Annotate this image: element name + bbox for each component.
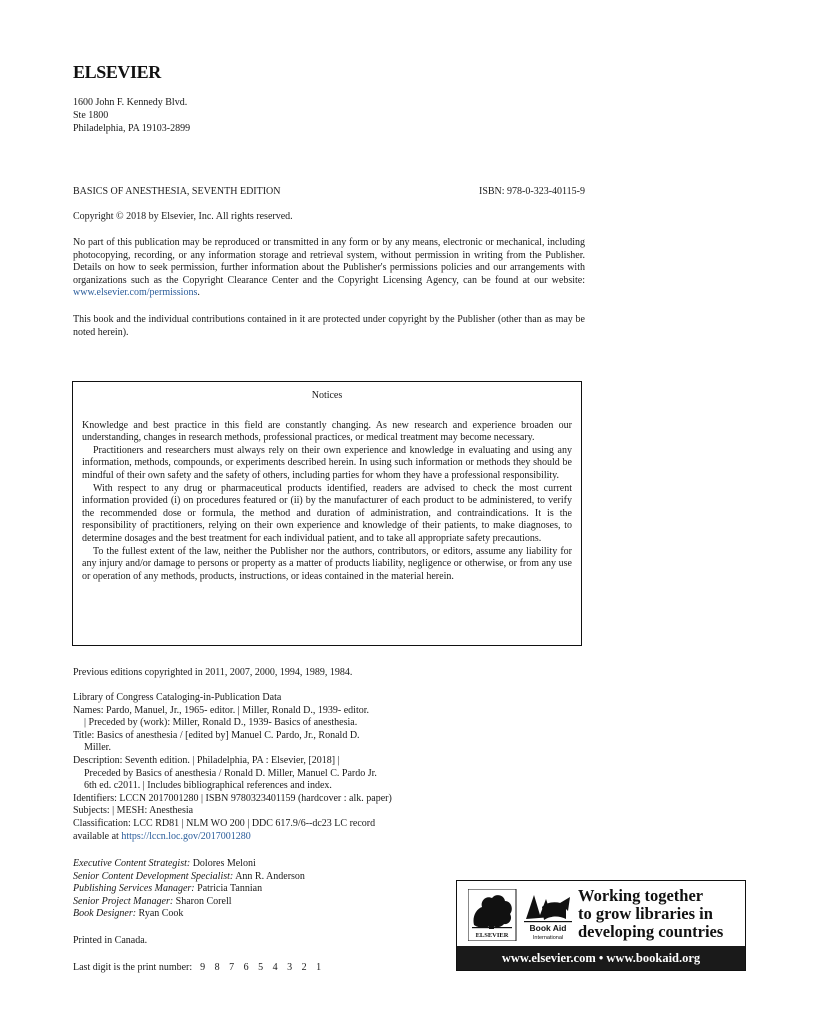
credit-role: Book Designer: [73,908,137,920]
bookaid-tagline [578,887,743,941]
publisher-address [73,96,373,135]
address-line: Ste 1800 [73,110,109,121]
credit-name: Ryan Cook [136,908,184,920]
bookaid-tagline-line: developing countries [578,922,724,941]
notice-paragraph: With respect to any drug or pharmaceutical products identified, readers are advised to check the most current information provided (i) on procedures featured or (ii) by the manufacturer of each product to be administered, to verify the recommended dose or formula, the method and duration of administration, and contraindications. It is the responsibility of practitioners, relying on their own experience and knowledge of their patients, to make diagnoses, to determine dosages and the best treatment for each individual patient, and to take all appropriate safety precautions. [82,482,572,544]
credit-name: Ann R. Anderson [233,870,305,882]
print-number-line [73,962,321,975]
cip-line: Preceded by Basics of anesthesia / Ronald D. Miller, Manuel C. Pardo Jr. [84,767,377,779]
credit-line [73,883,493,896]
credit-role: Executive Content Strategist: [73,858,191,869]
print-number-label: Last digit is the print number: [73,962,193,973]
copyright-line: Copyright © 2018 by Elsevier, Inc. All rights reserved. [73,211,293,222]
previous-editions: Previous editions copyrighted in 2011, 2007, 2000, 1994, 1989, 1984. [73,667,353,678]
cip-line: Title: Basics of anesthesia / [edited by] Manuel C. Pardo, Jr., Ronald D. [73,729,360,741]
credit-line [73,908,493,921]
credit-name: Sharon Corell [173,895,232,907]
bookaid-urls[interactable]: www.elsevier.com • www.bookaid.org [457,946,745,970]
cip-line: Names: Pardo, Manuel, Jr., 1965- editor. | Miller, Ronald D., 1939- editor. [73,704,370,716]
cip-heading: Library of Congress Cataloging-in-Publication Data [73,692,282,703]
bookaid-banner [456,880,746,971]
bookaid-logo-subtext: International [532,935,564,941]
notice-paragraph: To the fullest extent of the law, neither the Publisher nor the authors, contributors, or editors, assume any liability for any injury and/or damage to persons or property as a matter of products liability, negligence or otherwise, or from any use or operation of any methods, products, instructions, or ideas contained in the material herein. [82,545,572,582]
printed-in: Printed in Canada. [73,935,148,946]
notice-paragraph: Knowledge and best practice in this field are constantly changing. As new research and experience broaden our understanding, changes in research methods, professional practices, or medical treatment may become necessary. [82,419,572,444]
permissions-end: . [197,287,200,299]
elsevier-logo: ELSEVIER [73,62,161,82]
permissions-paragraph [73,237,585,300]
address-line: 1600 John F. Kennedy Blvd. [73,97,188,108]
cip-line [73,831,493,844]
cip-data [73,692,493,843]
credit-role: Publishing Services Manager: [73,883,195,895]
permissions-link[interactable]: www.elsevier.com/permissions [73,287,198,299]
notices-box [72,381,582,646]
address-line: Philadelphia, PA 19103-2899 [73,123,191,134]
bookaid-tagline-line: Working together [578,886,704,905]
cip-line: Miller. [84,742,111,754]
cip-line: Description: Seventh edition. | Philadelphia, PA : Elsevier, [2018] | [73,754,340,766]
bookaid-logo-text: Book Aid [529,923,567,933]
cip-line: Classification: LCC RD81 | NLM WO 200 | DDC 617.9/6--dc23 LC record [73,817,376,829]
cip-available-prefix: available at [73,830,122,842]
cip-line: 6th ed. c2011. | Includes bibliographical references and index. [84,780,332,792]
title-isbn-line [73,186,585,199]
credits-list [73,858,493,921]
print-number-digits: 9 8 7 6 5 4 3 2 1 [200,962,322,973]
isbn: ISBN: 978-0-323-40115-9 [478,186,585,197]
lccn-link[interactable]: https://lccn.loc.gov/2017001280 [121,830,251,842]
credit-line [73,858,493,871]
credit-role: Senior Content Development Specialist: [73,870,234,882]
credit-name: Dolores Meloni [190,858,256,869]
cip-line: | Preceded by (work): Miller, Ronald D., 1939- Basics of anesthesia. [84,717,358,729]
notices-title: Notices [311,390,343,401]
credit-line [73,871,493,884]
bookaid-tagline-line: to grow libraries in [578,904,713,923]
bookaid-banner-top [457,881,745,947]
book-title: BASICS OF ANESTHESIA, SEVENTH EDITION [73,186,281,197]
cip-line: Identifiers: LCCN 2017001280 | ISBN 9780323401159 (hardcover : alk. paper) [73,792,392,804]
protection-paragraph: This book and the individual contributions contained in it are protected under copyright by the Publisher (other than as may be noted herein). [73,314,585,338]
credit-line [73,896,493,909]
credit-name: Patricia Tannian [194,883,263,895]
elsevier-mini-logo-text: ELSEVIER [475,932,509,939]
cip-line: Subjects: | MESH: Anesthesia [73,805,194,817]
notice-paragraph: Practitioners and researchers must always rely on their own experience and knowledge in evaluating and using any information, methods, compounds, or experiments described herein. In using such information or methods they should be mindful of their own safety and the safety of others, including parties for whom they have a professional responsibility. [82,444,572,481]
credit-role: Senior Project Manager: [73,895,174,907]
partner-logos-icon [468,889,574,941]
permissions-text: No part of this publication may be reproduced or transmitted in any form or by any means, electronic or mechanical, including photocopying, recording, or any information storage and retrieval system, without permission in writing from the Publisher. Details on how to seek permission, further information about the Publisher's permissions policies and our arrangements with organizations such as the Copyright Clearance Center and the Copyright Licensing Agency, can be found at our website: [73,237,585,286]
